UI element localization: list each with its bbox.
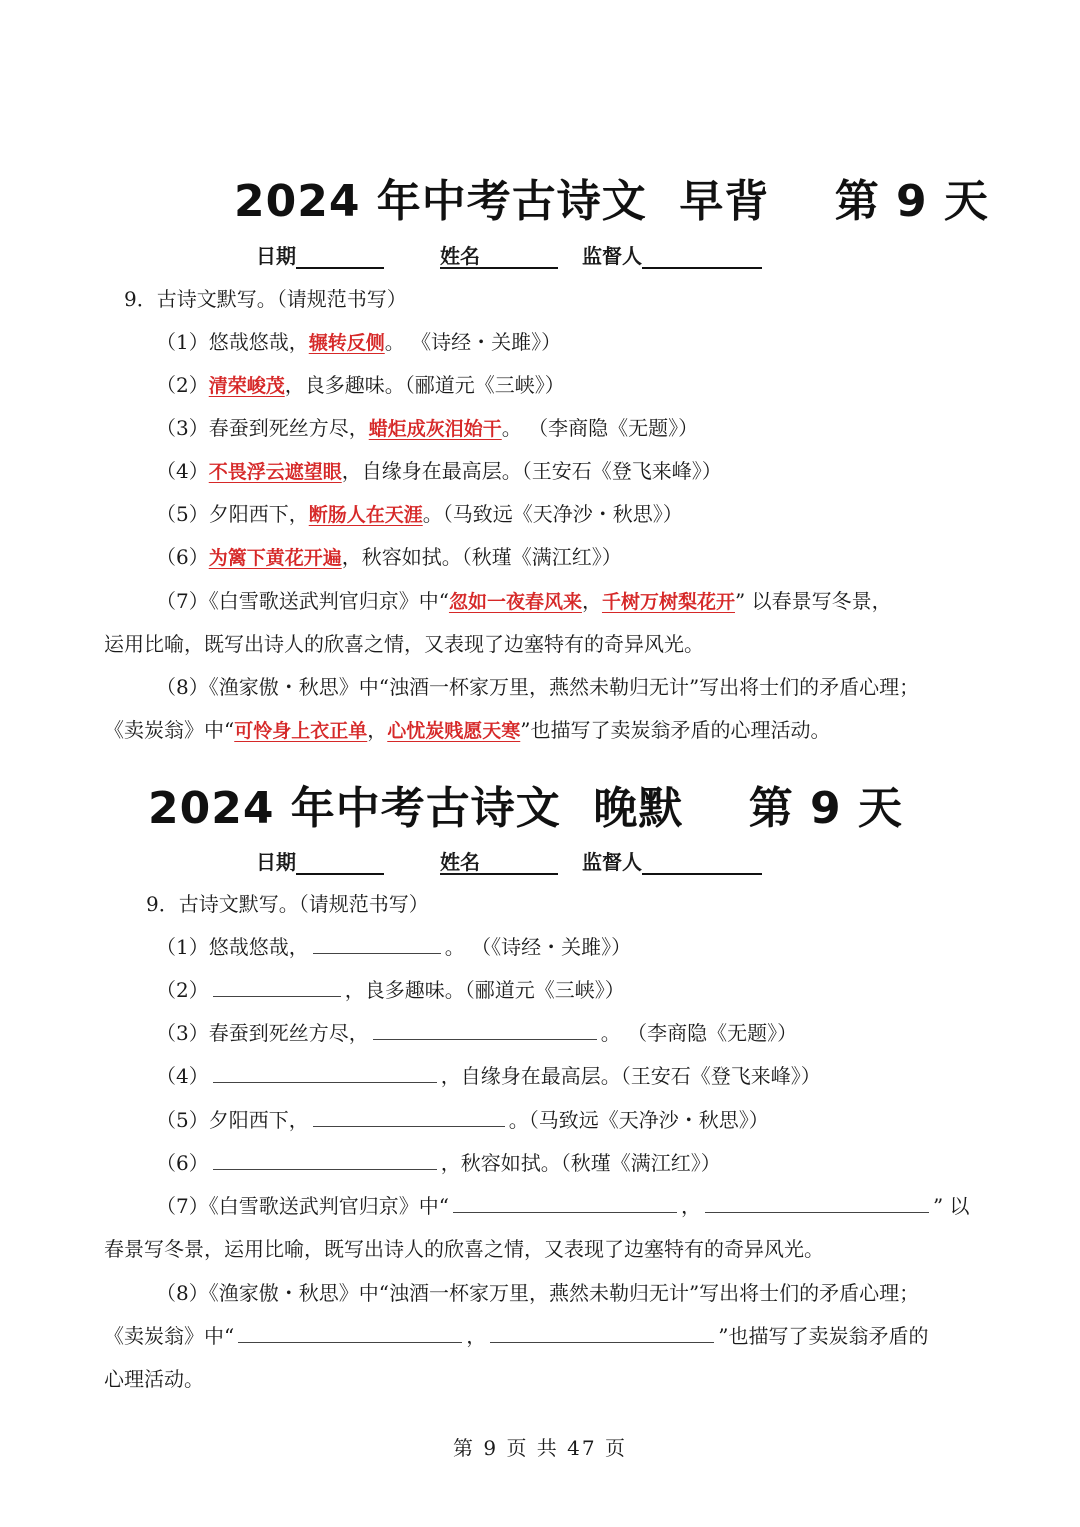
morning-item-6 — [156, 543, 622, 573]
date-blank[interactable] — [296, 851, 384, 875]
item-prefix: （4） — [156, 1064, 209, 1088]
answer-text: 心忧炭贱愿天寒 — [387, 720, 521, 742]
item-prefix: （4） — [156, 459, 209, 483]
evening-item-2 — [156, 976, 625, 1006]
answer-text: 可怜身上衣正单 — [234, 720, 368, 742]
comma: ， — [466, 1324, 487, 1348]
item-suffix: ”也描写了卖炭翁矛盾的心理活动。 — [520, 718, 831, 742]
date-blank[interactable] — [296, 245, 384, 269]
item-prefix: （7）《白雪歌送武判官归京》中“ — [156, 1194, 449, 1218]
answer-text: 断肠人在天涯 — [308, 504, 423, 526]
evening-meta-row — [0, 846, 1080, 880]
item-prefix: （2） — [156, 978, 209, 1002]
morning-item-8: （8）《渔家傲・秋思》中“浊酒一杯家万里，燕然未勒归无计”写出将士们的矛盾心理； — [156, 675, 920, 699]
answer-text: 不畏浮云遮望眼 — [208, 461, 342, 483]
item-prefix: 《卖炭翁》中“ — [104, 1324, 235, 1348]
answer-text: 忽如一夜春风来 — [448, 591, 582, 613]
morning-item-7-continued: 运用比喻，既写出诗人的欣喜之情，又表现了边塞特有的奇异风光。 — [104, 632, 704, 656]
answer-text: 蜡炬成灰泪始干 — [368, 418, 502, 440]
item-suffix: 。（马致远《天净沙・秋思》） — [508, 1108, 769, 1132]
evening-item-8: （8）《渔家傲・秋思》中“浊酒一杯家万里，燕然未勒归无计”写出将士们的矛盾心理； — [156, 1281, 920, 1305]
answer-text: 清荣峻茂 — [208, 375, 285, 397]
name-label: 姓名 — [440, 850, 480, 874]
item-suffix: ，自缘身在最高层。（王安石《登飞来峰》） — [341, 459, 722, 483]
item-prefix: （6） — [156, 1151, 209, 1175]
answer-text: 千树万树梨花开 — [601, 591, 735, 613]
answer-blank[interactable] — [373, 1019, 597, 1040]
item-prefix: （1）悠哉悠哉， — [156, 935, 309, 959]
morning-item-1 — [156, 328, 561, 358]
morning-item-2 — [156, 371, 565, 401]
page-number: 第 9 页 共 47 页 — [453, 1436, 627, 1460]
answer-blank[interactable] — [705, 1192, 929, 1213]
evening-item-8-continued — [104, 1322, 928, 1352]
name-blank[interactable] — [480, 851, 558, 875]
item-suffix: ，秋容如拭。（秋瑾《满江红》） — [341, 545, 622, 569]
morning-date-field[interactable] — [256, 240, 384, 269]
item-suffix: ” 以 — [932, 1194, 970, 1218]
evening-item-8-end: 心理活动。 — [104, 1367, 204, 1391]
morning-item-5 — [156, 500, 683, 530]
item-prefix: （1）悠哉悠哉， — [156, 330, 309, 354]
date-label: 日期 — [256, 850, 296, 874]
item-suffix: ，自缘身在最高层。（王安石《登飞来峰》） — [440, 1064, 821, 1088]
morning-title: 2024 年中考古诗文 早背 第 9 天 — [234, 176, 989, 227]
evening-title: 2024 年中考古诗文 晚默 第 9 天 — [148, 783, 903, 834]
answer-blank[interactable] — [213, 1062, 437, 1083]
item-suffix: 。 （李商隐《无题》） — [501, 416, 699, 440]
morning-meta-row — [0, 240, 1080, 274]
item-prefix: （7）《白雪歌送武判官归京》中“ — [156, 589, 449, 613]
evening-supervisor-field[interactable] — [582, 846, 762, 875]
item-prefix: （3）春蚕到死丝方尽， — [156, 416, 369, 440]
supervisor-label: 监督人 — [582, 850, 642, 874]
answer-blank[interactable] — [313, 1106, 505, 1127]
comma: ， — [367, 718, 388, 742]
answer-text: 辗转反侧 — [308, 332, 385, 354]
answer-blank[interactable] — [313, 933, 441, 954]
item-prefix: 《卖炭翁》中“ — [104, 718, 235, 742]
name-blank[interactable] — [480, 245, 558, 269]
item-prefix: （5）夕阳西下， — [156, 502, 309, 526]
item-suffix: ，良多趣味。（郦道元《三峡》） — [284, 373, 565, 397]
item-suffix: 。（马致远《天净沙・秋思》） — [422, 502, 683, 526]
supervisor-label: 监督人 — [582, 244, 642, 268]
answer-blank[interactable] — [213, 976, 341, 997]
evening-heading: 9．古诗文默写。（请规范书写） — [146, 892, 429, 916]
answer-blank[interactable] — [213, 1149, 437, 1170]
evening-item-3 — [156, 1019, 797, 1049]
item-suffix: 。 《诗经・关雎》） — [384, 330, 562, 354]
answer-blank[interactable] — [490, 1322, 714, 1343]
morning-item-3 — [156, 414, 698, 444]
item-suffix: ，秋容如拭。（秋瑾《满江红》） — [440, 1151, 721, 1175]
morning-item-4 — [156, 457, 722, 487]
item-suffix: 。 （李商隐《无题》） — [600, 1021, 798, 1045]
item-suffix: ” 以春景写冬景， — [734, 589, 892, 613]
morning-item-8-continued — [104, 716, 831, 746]
supervisor-blank[interactable] — [642, 245, 762, 269]
morning-item-7 — [156, 587, 892, 617]
evening-item-1 — [156, 933, 631, 963]
comma: ， — [581, 589, 602, 613]
answer-blank[interactable] — [453, 1192, 677, 1213]
supervisor-blank[interactable] — [642, 851, 762, 875]
item-suffix: ，良多趣味。（郦道元《三峡》） — [344, 978, 625, 1002]
evening-item-5 — [156, 1106, 769, 1136]
date-label: 日期 — [256, 244, 296, 268]
answer-blank[interactable] — [238, 1322, 462, 1343]
morning-supervisor-field[interactable] — [582, 240, 762, 269]
morning-name-field[interactable] — [440, 240, 558, 269]
item-prefix: （6） — [156, 545, 209, 569]
evening-date-field[interactable] — [256, 846, 384, 875]
evening-item-7 — [156, 1192, 970, 1222]
evening-item-7-continued: 春景写冬景，运用比喻，既写出诗人的欣喜之情，又表现了边塞特有的奇异风光。 — [104, 1237, 824, 1261]
name-label: 姓名 — [440, 244, 480, 268]
item-prefix: （5）夕阳西下， — [156, 1108, 309, 1132]
item-suffix: 。 （《诗经・关雎》） — [444, 935, 632, 959]
morning-heading: 9．古诗文默写。（请规范书写） — [124, 287, 407, 311]
item-suffix: ”也描写了卖炭翁矛盾的 — [718, 1324, 929, 1348]
comma: ， — [680, 1194, 701, 1218]
answer-text: 为篱下黄花开遍 — [208, 547, 342, 569]
evening-item-4 — [156, 1062, 821, 1092]
item-prefix: （3）春蚕到死丝方尽， — [156, 1021, 369, 1045]
evening-name-field[interactable] — [440, 846, 558, 875]
evening-item-6 — [156, 1149, 721, 1179]
item-prefix: （2） — [156, 373, 209, 397]
